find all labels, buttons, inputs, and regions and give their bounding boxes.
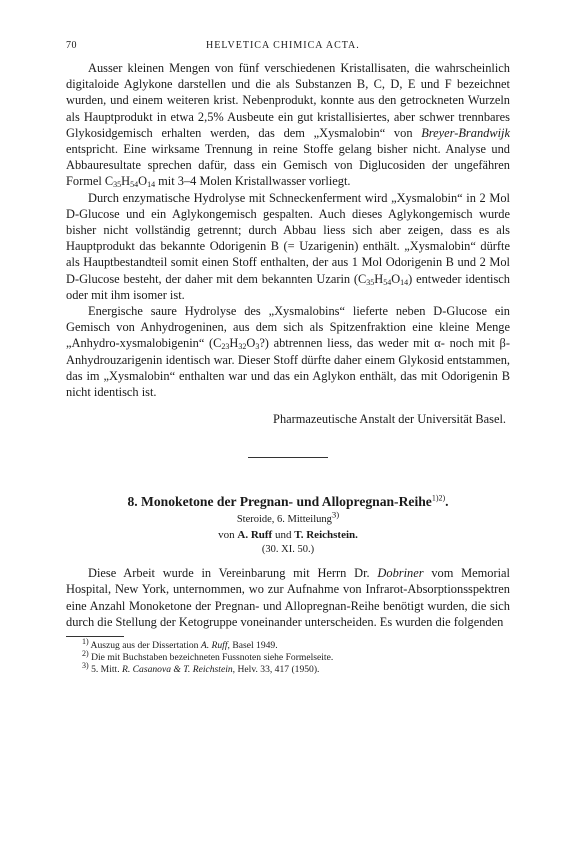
article-date: (30. XI. 50.) [261,544,315,556]
footnote-rule [66,636,124,637]
running-header [66,40,510,60]
paragraph-2: Durch enzymatische Hydrolyse mit Schneckenferment wird „Xysmalobin“ in 2 Mol D-Glucose und ein Aglykongemisch gespalten. Auch dieses Aglykongemisch wurde bisher nicht vollständig getrennt; durch Abbau liess sich aber zeigen, dass es als Hauptprodukt das bekannte Odorigenin B (= Uzarigenin) enthält. „Xysmalobin“ dürfte als Hauptbestandteil somit einen Stoff enthalten, der aus 1 Mol Odorigenin B und 2 Mol D-Glucose besteht, der daher mit dem bekannten Uzarin $(C_{35}H_{54}O_{14})$ entweder identisch oder mit ihm isomer ist. [66,190,510,302]
article-title: 8. Monoketone der Pregnan- und Allopregnan-Reihe$^{1)2)}$. [127,493,449,510]
journal-title: HELVETICA CHIMICA ACTA. [206,40,360,51]
page-number: 70 [66,40,77,51]
footnote: $^{2)}$ Die mit Buchstaben bezeichneten Fussnoten siehe Formelseite. [82,649,334,664]
article-authors: von A. Ruff und T. Reichstein. [218,529,358,542]
paragraph-3: Energische saure Hydrolyse des „Xysmalobins“ lieferte neben D-Glucose ein Gemisch von Anhydrogeninen, aus dem sich als Spitzenfraktion eine kleine Menge „Anhydro-xysmalobigenin“ $(C_{23}H_{32}O_3?)$ abtrennen liess, das weder mit α- noch mit β-Anhydrouzarigenin identisch war. Dieser Stoff dürfte daher einem Glykosid entstammen, das im „Xysmalobin“ enthalten war und das ein Aglykon enthält, das mit Odorigenin B nicht identisch ist. [66,304,510,400]
footnote: $^{1)}$ Auszug aus der Dissertation A. Ruff, Basel 1949. [82,636,278,652]
author-reference: Breyer-Brandwijk [421,125,510,140]
paragraph-4: Diese Arbeit wurde in Vereinbarung mit Herrn Dr. Dobriner vom Memorial Hospital, New York, unternommen, wo zur Aufnahme von Infrarot-Absorptionsspektren eine Anzahl Monoketone der Pregnan- und Allopregnan-Reihe benötigt wurden, die sich durch die Stellung der Ketogruppe voneinander unterscheiden. Es wurden die folgenden [66,566,510,629]
affiliation-signature: Pharmazeutische Anstalt der Universität Basel. [273,412,506,427]
paragraph-1: Ausser kleinen Mengen von fünf verschiedenen Kristallisaten, die wahrscheinlich digitaloide Aglykone darstellen und die als Substanzen B, C, D, E und F bezeichnet wurden, und einem weiteren krist. Nebenprodukt, konnte aus den getrockneten Wurzeln als Hauptprodukt in etwa 2,5% Ausbeute ein gut kristallisiertes, aber schwer trennbares Glykosidgemisch erhalten werden, das dem „Xysmalobin“ von Breyer-Brandwijk entspricht. Eine wirksame Trennung in reine Stoffe gelang bisher nicht. Analyse und Abbauresultate sprechen dafür, dass ein Gemisch von Diglucosiden der ungefähren Formel $C_{35}H_{54}O_{14}$ mit 3–4 Molen Kristallwasser vorliegt. [66,61,510,190]
page [66,40,510,677]
person-name: Dobriner [377,566,424,581]
footnote: $^{3)}$ 5. Mitt. R. Casanova & T. Reichstein, Helv. 33, 417 (1950). [82,661,320,676]
section-divider [248,457,328,458]
article-subtitle: Steroide, 6. Mitteilung$^{3)}$ [236,509,340,526]
